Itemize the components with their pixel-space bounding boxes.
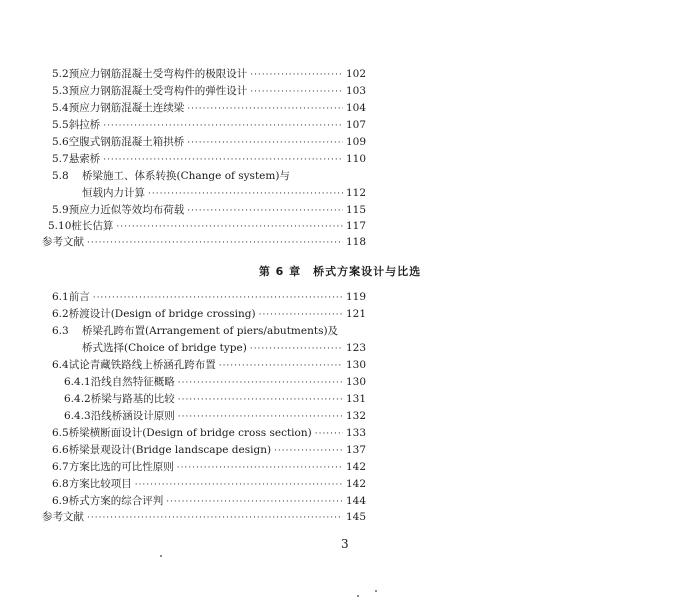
toc-entry-page: 112 bbox=[346, 187, 367, 199]
toc-entry-continuation[interactable] bbox=[82, 340, 366, 357]
toc-entry-title: 参考文献 bbox=[42, 511, 84, 523]
toc-entry-page: 123 bbox=[346, 342, 367, 354]
toc-entry-number: 6.5 bbox=[52, 427, 69, 439]
toc-entry-title: 桥梁景观设计(Bridge landscape design) bbox=[68, 444, 272, 456]
toc-entry-references[interactable] bbox=[42, 509, 366, 526]
toc-entry[interactable] bbox=[52, 134, 366, 151]
dot-leader bbox=[219, 358, 343, 375]
toc-entry[interactable] bbox=[48, 218, 366, 235]
toc-entry-page: 109 bbox=[346, 136, 367, 148]
toc-entry-title: 桩长估算 bbox=[71, 220, 114, 232]
toc-entry-page: 145 bbox=[346, 511, 367, 523]
page-number: 3 bbox=[341, 537, 349, 551]
toc-entry[interactable] bbox=[52, 442, 366, 459]
dot-leader bbox=[259, 307, 343, 324]
toc-entry-title: 试论青藏铁路线上桥涵孔跨布置 bbox=[68, 359, 216, 371]
toc-entry[interactable] bbox=[52, 66, 366, 83]
toc-entry[interactable] bbox=[52, 117, 366, 134]
toc-entry-title: 桥渡设计(Design of bridge crossing) bbox=[68, 308, 256, 320]
toc-entry-continuation[interactable] bbox=[82, 185, 366, 202]
dot-leader bbox=[250, 341, 343, 358]
toc-entry-page: 137 bbox=[346, 444, 367, 456]
dot-leader bbox=[103, 118, 343, 135]
toc-entry[interactable] bbox=[52, 476, 366, 493]
toc-entry-title: 斜拉桥 bbox=[68, 119, 101, 131]
dot-leader bbox=[178, 392, 343, 409]
toc-entry-page: 131 bbox=[346, 393, 367, 405]
toc-entry-title: 恒载内力计算 bbox=[82, 187, 145, 199]
toc-entry-page: 103 bbox=[346, 85, 367, 97]
toc-entry[interactable] bbox=[52, 323, 366, 340]
toc-entry-title: 预应力钢筋混凝土受弯构件的弹性设计 bbox=[68, 85, 248, 97]
toc-entry-page: 133 bbox=[346, 427, 367, 439]
toc-entry-title: 方案比较项目 bbox=[68, 478, 132, 490]
toc-entry-page: 121 bbox=[346, 308, 367, 320]
toc-entry-page: 144 bbox=[346, 495, 367, 507]
toc-entry-page: 130 bbox=[346, 376, 367, 388]
toc-entry-page: 117 bbox=[346, 220, 367, 232]
dot-leader bbox=[93, 290, 343, 307]
toc-entry-page: 142 bbox=[346, 461, 367, 473]
toc-entry-page: 118 bbox=[346, 236, 367, 248]
toc-entry[interactable] bbox=[52, 151, 366, 168]
dot-leader bbox=[148, 186, 343, 203]
toc-entry-page: 142 bbox=[346, 478, 367, 490]
toc-entry-page: 104 bbox=[346, 102, 367, 114]
dot-leader bbox=[87, 510, 343, 527]
toc-entry-title: 桥梁与路基的比较 bbox=[90, 393, 175, 405]
toc-entry-number: 6.9 bbox=[52, 495, 69, 507]
toc-entry-number: 5.5 bbox=[52, 119, 69, 131]
toc-entry[interactable] bbox=[52, 83, 366, 100]
dot-leader bbox=[135, 477, 343, 494]
toc-entry-number: 6.3 bbox=[52, 325, 69, 337]
dot-leader bbox=[87, 235, 343, 252]
toc-entry-number: 6.8 bbox=[52, 478, 69, 490]
toc-entry-title: 桥梁横断面设计(Design of bridge cross section) bbox=[68, 427, 312, 439]
toc-subentry[interactable] bbox=[64, 391, 366, 408]
scan-speck bbox=[375, 590, 377, 592]
toc-entry[interactable] bbox=[52, 168, 366, 185]
dot-leader bbox=[103, 152, 343, 169]
toc-entry-number: 5.6 bbox=[52, 136, 69, 148]
toc-entry-references[interactable] bbox=[42, 234, 366, 251]
dot-leader bbox=[187, 101, 343, 118]
toc-entry-number: 6.6 bbox=[52, 444, 69, 456]
dot-leader bbox=[178, 409, 343, 426]
toc-entry-number: 6.2 bbox=[52, 308, 69, 320]
toc-entry-title: 桥式方案的综合评判 bbox=[68, 495, 164, 507]
dot-leader bbox=[250, 84, 343, 101]
toc-entry[interactable] bbox=[52, 425, 366, 442]
dot-leader bbox=[250, 67, 343, 84]
toc-entry[interactable] bbox=[52, 289, 366, 306]
toc-entry-title: 空腹式钢筋混凝土箱拱桥 bbox=[68, 136, 185, 148]
toc-entry-number: 6.4.3 bbox=[64, 410, 91, 422]
toc-entry-title: 桥梁孔跨布置(Arrangement of piers/abutments)及 bbox=[82, 325, 339, 337]
toc-entry-title: 沿线自然特征概略 bbox=[90, 376, 175, 388]
toc-entry-number: 6.4.1 bbox=[64, 376, 91, 388]
toc-entry-title: 桥式选择(Choice of bridge type) bbox=[82, 342, 247, 354]
toc-entry-title: 前言 bbox=[68, 291, 90, 303]
toc-entry[interactable] bbox=[52, 306, 366, 323]
toc-entry[interactable] bbox=[52, 357, 366, 374]
toc-entry-title: 悬索桥 bbox=[68, 153, 101, 165]
toc-entry-number: 6.4 bbox=[52, 359, 69, 371]
toc-entry-number: 5.2 bbox=[52, 68, 69, 80]
toc-entry-title: 沿线桥涵设计原则 bbox=[90, 410, 175, 422]
toc-entry-page: 130 bbox=[346, 359, 367, 371]
toc-entry-number: 5.10 bbox=[48, 220, 72, 232]
toc-entry[interactable] bbox=[52, 100, 366, 117]
toc-entry-number: 6.1 bbox=[52, 291, 69, 303]
toc-entry-number: 5.8 bbox=[52, 170, 69, 182]
dot-leader bbox=[274, 443, 343, 460]
toc-entry-title: 预应力钢筋混凝土受弯构件的极限设计 bbox=[68, 68, 248, 80]
toc-entry-page: 107 bbox=[346, 119, 367, 131]
toc-entry-title: 预应力近似等效均布荷载 bbox=[68, 204, 185, 216]
dot-leader bbox=[187, 135, 343, 152]
dot-leader bbox=[177, 460, 343, 477]
toc-entry-number: 5.3 bbox=[52, 85, 69, 97]
toc-entry-page: 119 bbox=[346, 291, 367, 303]
toc-entry-title: 参考文献 bbox=[42, 236, 84, 248]
toc-subentry[interactable] bbox=[64, 374, 366, 391]
toc-entry-page: 115 bbox=[346, 204, 367, 216]
toc-entry[interactable] bbox=[52, 459, 366, 476]
toc-subentry[interactable] bbox=[64, 408, 366, 425]
toc-entry-title: 桥梁施工、体系转换(Change of system)与 bbox=[82, 170, 290, 182]
toc-entry-number: 6.4.2 bbox=[64, 393, 91, 405]
toc-entry-page: 102 bbox=[346, 68, 367, 80]
dot-leader bbox=[178, 375, 343, 392]
toc-entry-page: 132 bbox=[346, 410, 367, 422]
toc-entry[interactable] bbox=[52, 493, 366, 510]
toc-entry[interactable] bbox=[52, 202, 366, 219]
toc-entry-number: 5.9 bbox=[52, 204, 69, 216]
toc-entry-title: 方案比选的可比性原则 bbox=[68, 461, 174, 473]
toc-entry-number: 6.7 bbox=[52, 461, 69, 473]
toc-entry-number: 5.4 bbox=[52, 102, 69, 114]
toc-entry-number: 5.7 bbox=[52, 153, 69, 165]
toc-entry-title: 预应力钢筋混凝土连续梁 bbox=[68, 102, 185, 114]
toc-entry-page: 110 bbox=[346, 153, 367, 165]
scan-speck bbox=[357, 595, 359, 597]
scan-speck bbox=[160, 555, 162, 557]
dot-leader bbox=[315, 426, 343, 443]
chapter-heading[interactable]: 第 6 章 桥式方案设计与比选 bbox=[258, 265, 422, 278]
